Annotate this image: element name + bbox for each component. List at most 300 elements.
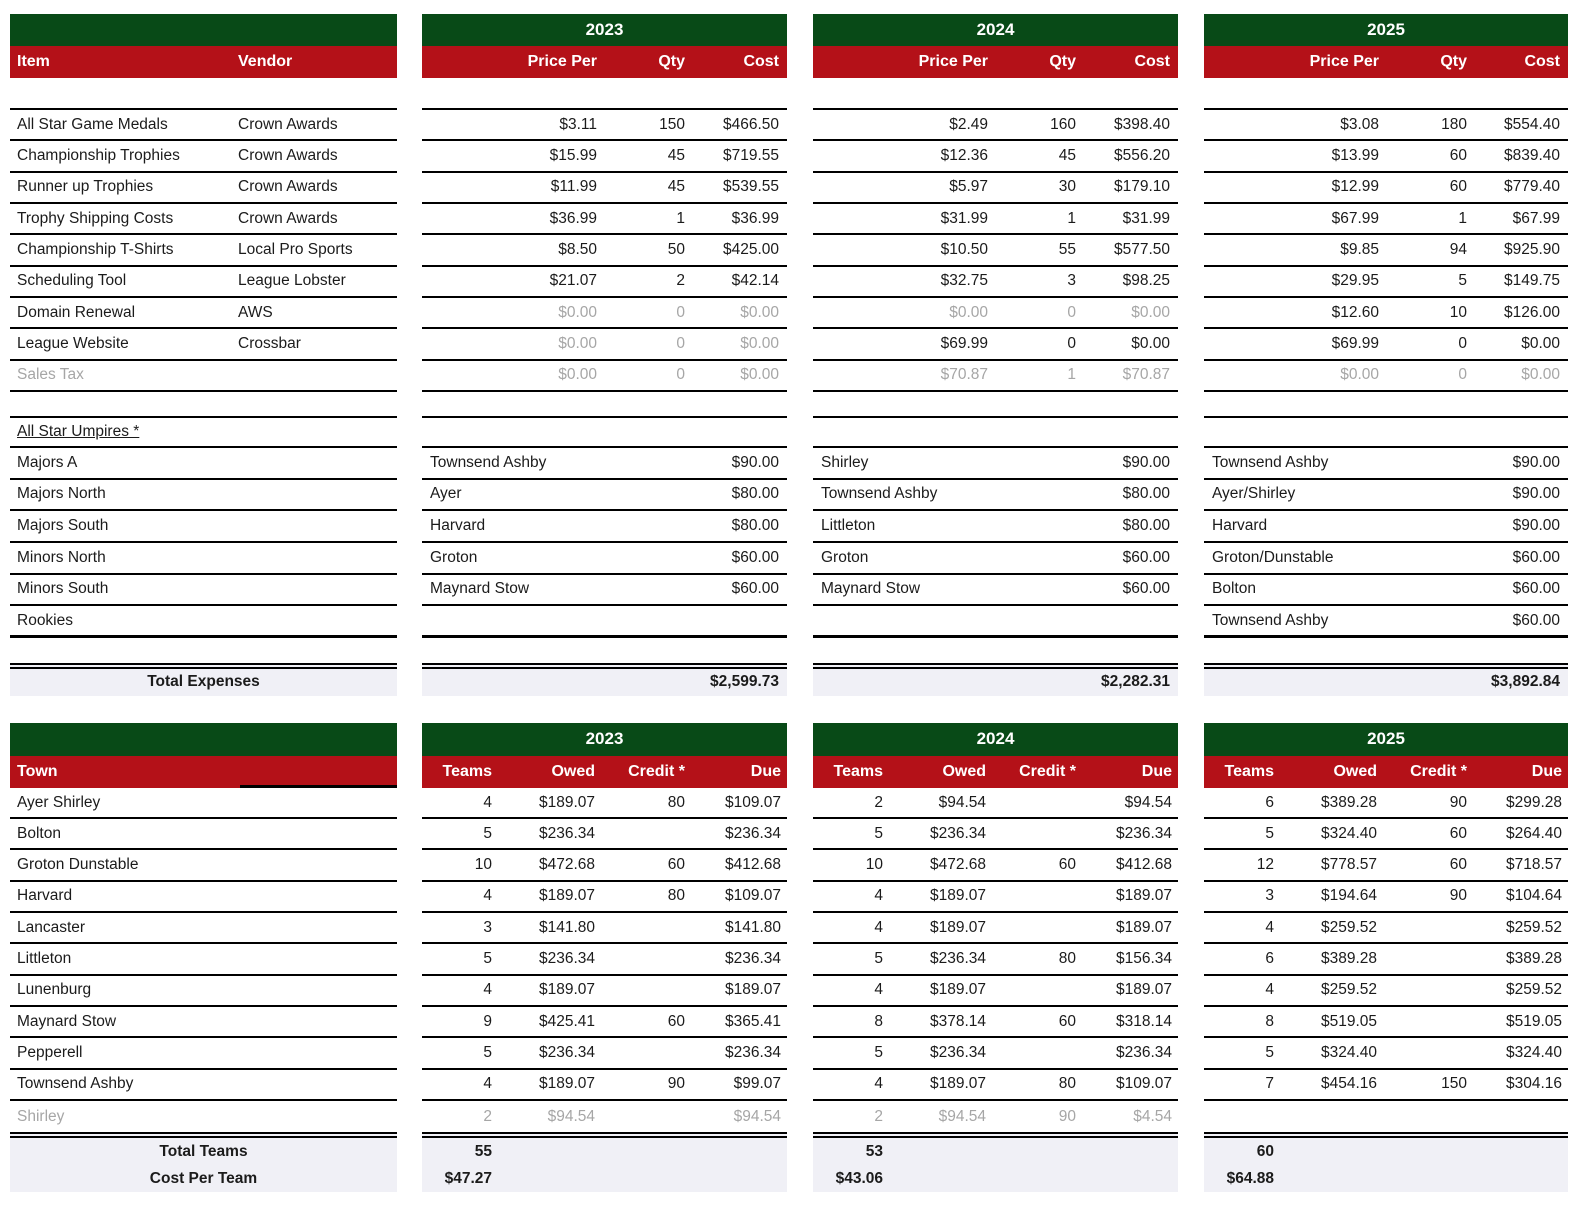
qty-cell: 60 [1449, 146, 1467, 164]
town-row [10, 1038, 397, 1069]
labels-column [10, 14, 397, 1192]
cost-cell: $0.00 [1521, 366, 1560, 384]
town-row [813, 944, 1178, 975]
spacer-row [1204, 78, 1568, 110]
town-row [813, 1101, 1178, 1132]
cost-cell: $925.90 [1503, 240, 1560, 258]
teams-cell: 12 [1256, 856, 1274, 874]
umpire-row [1204, 575, 1568, 607]
cost-cell: $0.00 [1521, 334, 1560, 352]
price-cell: $15.99 [549, 146, 597, 164]
expense-row [813, 110, 1178, 141]
town-row [422, 850, 787, 881]
dues-totals-block [10, 1132, 397, 1192]
year-label: 2024 [976, 729, 1015, 749]
cost-per-team-value: $64.88 [1226, 1169, 1274, 1187]
town-row [813, 1070, 1178, 1101]
teams-cell: 5 [874, 824, 883, 842]
cost-cell: $42.14 [731, 272, 779, 290]
due-cell: $264.40 [1505, 824, 1562, 842]
town-cell: Pepperell [17, 1043, 83, 1061]
umpire-fee-cell: $90.00 [1512, 517, 1560, 535]
umpire-fee-cell: $90.00 [1122, 453, 1170, 471]
umpire-row [10, 480, 397, 512]
qty-cell: 0 [1458, 366, 1467, 384]
price-cell: $3.08 [1340, 115, 1379, 133]
cost-per-team-row [813, 1165, 1178, 1192]
town-header-underline [240, 785, 397, 788]
teams-cell: 6 [1265, 950, 1274, 968]
total-expenses-row [813, 663, 1178, 696]
credit-column-header: Credit * [628, 762, 685, 780]
spacer-row [813, 392, 1178, 418]
town-cell: Shirley [17, 1107, 65, 1125]
umpires-section-header-row [1204, 418, 1568, 448]
expense-row [422, 267, 787, 298]
due-cell: $259.52 [1505, 918, 1562, 936]
town-cell: Townsend Ashby [17, 1075, 134, 1093]
umpire-row [813, 575, 1178, 607]
owed-cell: $324.40 [1320, 824, 1377, 842]
total-expenses-value: $3,892.84 [1491, 673, 1560, 691]
umpire-name-cell: Groton [821, 548, 869, 566]
vendor-cell: Local Pro Sports [238, 240, 353, 258]
town-row [1204, 882, 1568, 913]
vendor-cell: Crown Awards [238, 115, 338, 133]
qty-cell: 0 [1458, 334, 1467, 352]
umpire-row [422, 575, 787, 607]
town-row [1204, 788, 1568, 819]
total-teams-row [1204, 1138, 1568, 1165]
expense-row [813, 329, 1178, 360]
expense-row [1204, 235, 1568, 266]
qty-cell: 0 [676, 303, 685, 321]
due-column-header: Due [750, 762, 781, 780]
division-cell: Majors South [17, 517, 109, 535]
umpire-name-cell: Groton/Dunstable [1212, 548, 1334, 566]
owed-cell: $189.07 [929, 1075, 986, 1093]
owed-cell: $378.14 [929, 1012, 986, 1030]
teams-cell: 4 [874, 1075, 883, 1093]
umpire-fee-cell: $60.00 [1122, 548, 1170, 566]
item-cell: Championship T-Shirts [17, 240, 174, 258]
gap-row [10, 638, 397, 663]
cost-column-header: Cost [1134, 53, 1170, 70]
spacer-row [813, 78, 1178, 110]
qty-cell: 1 [676, 209, 685, 227]
price-per-column-header: Price Per [918, 53, 988, 70]
due-cell: $412.68 [1115, 856, 1172, 874]
teams-cell: 5 [483, 1043, 492, 1061]
cost-cell: $179.10 [1113, 178, 1170, 196]
item-cell: League Website [17, 334, 129, 352]
total-expenses-label: Total Expenses [147, 673, 260, 691]
teams-cell: 7 [1265, 1075, 1274, 1093]
due-cell: $236.34 [1115, 824, 1172, 842]
town-row [1204, 913, 1568, 944]
total-expenses-row [10, 663, 397, 696]
town-row [813, 1038, 1178, 1069]
umpire-row [1204, 480, 1568, 512]
umpire-row [813, 511, 1178, 543]
due-cell: $304.16 [1505, 1075, 1562, 1093]
credit-cell: 60 [1058, 1012, 1076, 1030]
cost-cell: $0.00 [740, 366, 779, 384]
teams-cell: 5 [874, 1043, 883, 1061]
cost-cell: $67.99 [1512, 209, 1560, 227]
expenses-title-band [422, 14, 787, 46]
owed-cell: $189.07 [538, 887, 595, 905]
umpire-fee-cell: $60.00 [1122, 580, 1170, 598]
town-row [422, 1038, 787, 1069]
umpire-fee-cell: $60.00 [1512, 548, 1560, 566]
price-cell: $12.99 [1331, 178, 1379, 196]
total-teams-label: Total Teams [159, 1142, 248, 1160]
credit-cell: 60 [667, 1012, 685, 1030]
town-row [10, 819, 397, 850]
vendor-cell: AWS [238, 303, 273, 321]
due-cell: $236.34 [724, 950, 781, 968]
umpire-name-cell: Ayer [430, 485, 462, 503]
due-cell: $259.52 [1505, 981, 1562, 999]
qty-cell: 0 [1067, 303, 1076, 321]
due-cell: $412.68 [724, 856, 781, 874]
due-cell: $236.34 [724, 824, 781, 842]
price-cell: $2.49 [949, 115, 988, 133]
qty-cell: 1 [1067, 209, 1076, 227]
division-cell: Majors A [17, 453, 78, 471]
expenses-title-band [813, 14, 1178, 46]
expense-row [10, 204, 397, 235]
town-row [422, 944, 787, 975]
item-cell: Scheduling Tool [17, 272, 127, 290]
section-gap [10, 696, 397, 723]
town-row [813, 850, 1178, 881]
town-row [422, 1007, 787, 1038]
umpires-section-header-row [813, 418, 1178, 448]
item-cell: Domain Renewal [17, 303, 136, 321]
expense-row [422, 173, 787, 204]
dues-column-header-row [10, 756, 397, 788]
teams-cell: 6 [1265, 793, 1274, 811]
cost-cell: $149.75 [1503, 272, 1560, 290]
town-row [422, 882, 787, 913]
credit-cell: 80 [1058, 1075, 1076, 1093]
expense-row [422, 235, 787, 266]
umpire-name-cell: Townsend Ashby [1212, 453, 1329, 471]
umpire-name-cell: Groton [430, 548, 478, 566]
teams-cell: 4 [874, 887, 883, 905]
item-cell: Trophy Shipping Costs [17, 209, 174, 227]
due-cell: $156.34 [1115, 950, 1172, 968]
vendor-cell: Crown Awards [238, 209, 338, 227]
price-cell: $0.00 [558, 366, 597, 384]
umpire-row [422, 606, 787, 638]
section-gap [422, 696, 787, 723]
owed-cell: $94.54 [938, 1107, 986, 1125]
division-cell: Minors North [17, 548, 106, 566]
town-cell: Bolton [17, 824, 61, 842]
cost-cell: $577.50 [1113, 240, 1170, 258]
price-cell: $0.00 [1340, 366, 1379, 384]
due-cell: $99.07 [733, 1075, 781, 1093]
expenses-title-band [1204, 14, 1568, 46]
owed-cell: $189.07 [538, 793, 595, 811]
umpire-name-cell: Shirley [821, 453, 869, 471]
credit-cell: 60 [667, 856, 685, 874]
item-cell: Sales Tax [17, 366, 84, 384]
spacer-row [422, 78, 787, 110]
town-row [10, 788, 397, 819]
qty-cell: 2 [676, 272, 685, 290]
town-row [422, 1101, 787, 1132]
qty-cell: 0 [1067, 334, 1076, 352]
due-cell: $109.07 [1115, 1075, 1172, 1093]
owed-column-header: Owed [551, 762, 595, 780]
cost-cell: $36.99 [731, 209, 779, 227]
owed-cell: $141.80 [538, 918, 595, 936]
owed-cell: $472.68 [929, 856, 986, 874]
price-cell: $31.99 [940, 209, 988, 227]
town-row [422, 819, 787, 850]
expense-row [10, 173, 397, 204]
teams-column-header: Teams [833, 762, 883, 780]
due-cell: $94.54 [733, 1107, 781, 1125]
umpire-fee-cell: $60.00 [731, 548, 779, 566]
credit-cell: 80 [667, 793, 685, 811]
qty-column-header: Qty [658, 53, 685, 70]
umpire-name-cell: Ayer/Shirley [1212, 485, 1296, 503]
price-cell: $8.50 [558, 240, 597, 258]
umpire-fee-cell: $90.00 [731, 453, 779, 471]
price-cell: $0.00 [558, 334, 597, 352]
due-column-header: Due [1531, 762, 1562, 780]
town-row [1204, 1101, 1568, 1132]
umpire-row [1204, 606, 1568, 638]
price-cell: $69.99 [940, 334, 988, 352]
town-cell: Littleton [17, 950, 72, 968]
owed-cell: $425.41 [538, 1012, 595, 1030]
expense-row [10, 361, 397, 392]
expense-row [813, 267, 1178, 298]
town-row [813, 819, 1178, 850]
qty-cell: 55 [1058, 240, 1076, 258]
town-row [1204, 1038, 1568, 1069]
umpire-row [813, 480, 1178, 512]
expense-row [422, 298, 787, 329]
owed-cell: $389.28 [1320, 950, 1377, 968]
umpire-fee-cell: $60.00 [731, 580, 779, 598]
teams-cell: 5 [1265, 1043, 1274, 1061]
cost-cell: $554.40 [1503, 115, 1560, 133]
owed-cell: $236.34 [929, 1043, 986, 1061]
owed-cell: $194.64 [1320, 887, 1377, 905]
umpires-section-header-row [422, 418, 787, 448]
expense-row [813, 204, 1178, 235]
due-cell: $189.07 [724, 981, 781, 999]
umpire-name-cell: Harvard [1212, 517, 1268, 535]
teams-cell: 5 [1265, 824, 1274, 842]
due-cell: $236.34 [1115, 1043, 1172, 1061]
due-cell: $324.40 [1505, 1043, 1562, 1061]
umpire-row [422, 448, 787, 480]
teams-cell: 8 [1265, 1012, 1274, 1030]
town-row [1204, 976, 1568, 1007]
umpire-row [10, 543, 397, 575]
credit-cell: 80 [1058, 950, 1076, 968]
owed-cell: $236.34 [538, 824, 595, 842]
price-cell: $11.99 [550, 178, 597, 196]
year-label: 2025 [1367, 20, 1405, 39]
price-cell: $21.07 [549, 272, 597, 290]
owed-cell: $189.07 [929, 981, 986, 999]
town-row [1204, 1070, 1568, 1101]
cost-per-team-label: Cost Per Team [149, 1169, 258, 1187]
teams-cell: 2 [483, 1107, 492, 1125]
cost-cell: $0.00 [1131, 334, 1170, 352]
credit-cell: 90 [1449, 793, 1467, 811]
item-cell: Championship Trophies [17, 146, 180, 164]
section-gap [813, 696, 1178, 723]
town-column-header: Town [17, 762, 58, 780]
price-cell: $10.50 [940, 240, 988, 258]
cost-cell: $719.55 [722, 146, 779, 164]
teams-cell: 4 [1265, 981, 1274, 999]
due-cell: $519.05 [1505, 1012, 1562, 1030]
owed-cell: $236.34 [538, 950, 595, 968]
cost-cell: $556.20 [1113, 146, 1170, 164]
gap-row [813, 638, 1178, 663]
town-row [813, 882, 1178, 913]
owed-cell: $259.52 [1320, 981, 1377, 999]
owed-cell: $389.28 [1320, 793, 1377, 811]
price-cell: $5.97 [949, 178, 988, 196]
price-cell: $36.99 [549, 209, 597, 227]
umpire-row [813, 448, 1178, 480]
town-row [813, 913, 1178, 944]
teams-cell: 3 [483, 918, 492, 936]
umpire-row [422, 511, 787, 543]
town-cell: Harvard [17, 887, 73, 905]
due-cell: $104.64 [1505, 887, 1562, 905]
due-cell: $389.28 [1505, 950, 1562, 968]
teams-cell: 9 [483, 1012, 492, 1030]
qty-cell: 50 [667, 240, 685, 258]
expenses-title-band [10, 14, 397, 46]
year-label: 2023 [585, 729, 624, 749]
town-row [1204, 944, 1568, 975]
qty-cell: 30 [1058, 178, 1076, 196]
umpire-fee-cell: $80.00 [731, 517, 779, 535]
credit-column-header: Credit * [1019, 762, 1076, 780]
town-row [10, 976, 397, 1007]
cost-per-team-value: $43.06 [835, 1169, 883, 1187]
expense-row [10, 235, 397, 266]
due-cell: $718.57 [1505, 856, 1562, 874]
due-cell: $365.41 [724, 1012, 781, 1030]
teams-cell: 10 [865, 856, 883, 874]
qty-cell: 60 [1449, 178, 1467, 196]
owed-column-header: Owed [1333, 762, 1377, 780]
owed-cell: $324.40 [1320, 1043, 1377, 1061]
credit-column-header: Credit * [1410, 762, 1467, 780]
teams-cell: 5 [483, 950, 492, 968]
umpire-row [813, 543, 1178, 575]
year-column-2025 [1204, 14, 1568, 1192]
umpire-name-cell: Townsend Ashby [1212, 611, 1329, 629]
owed-column-header: Owed [942, 762, 986, 780]
umpire-name-cell: Townsend Ashby [821, 485, 938, 503]
expenses-column-header-row [10, 46, 397, 78]
price-cell: $9.85 [1340, 240, 1379, 258]
expenses-column-header-row [813, 46, 1178, 78]
total-teams-value: 53 [865, 1142, 883, 1160]
umpire-row [1204, 448, 1568, 480]
qty-column-header: Qty [1440, 53, 1467, 70]
town-row [422, 1070, 787, 1101]
dues-totals-block [422, 1132, 787, 1192]
due-cell: $189.07 [1115, 918, 1172, 936]
price-cell: $12.36 [940, 146, 988, 164]
owed-cell: $259.52 [1320, 918, 1377, 936]
umpire-name-cell: Bolton [1212, 580, 1256, 598]
dues-title-band [813, 723, 1178, 756]
cost-column-header: Cost [1524, 53, 1560, 70]
umpire-fee-cell: $80.00 [1122, 517, 1170, 535]
teams-cell: 4 [1265, 918, 1274, 936]
due-cell: $109.07 [724, 887, 781, 905]
qty-cell: 150 [659, 115, 685, 133]
credit-cell: 90 [1449, 887, 1467, 905]
teams-cell: 4 [483, 887, 492, 905]
vendor-cell: League Lobster [238, 272, 346, 290]
town-row [10, 1007, 397, 1038]
owed-cell: $189.07 [929, 887, 986, 905]
year-column-2023 [422, 14, 787, 1192]
cost-cell: $425.00 [722, 240, 779, 258]
expenses-column-header-row [422, 46, 787, 78]
town-cell: Lunenburg [17, 981, 92, 999]
town-cell: Maynard Stow [17, 1012, 117, 1030]
umpire-name-cell: Littleton [821, 517, 876, 535]
year-label: 2023 [585, 20, 624, 39]
dues-column-header-row [422, 756, 787, 788]
qty-cell: 1 [1458, 209, 1467, 227]
credit-cell: 60 [1449, 856, 1467, 874]
umpire-row [10, 606, 397, 638]
cost-cell: $398.40 [1113, 115, 1170, 133]
town-cell: Groton Dunstable [17, 856, 139, 874]
owed-cell: $778.57 [1320, 856, 1377, 874]
due-cell: $318.14 [1115, 1012, 1172, 1030]
dues-column-header-row [1204, 756, 1568, 788]
teams-cell: 8 [874, 1012, 883, 1030]
owed-cell: $454.16 [1320, 1075, 1377, 1093]
spacer-row [422, 392, 787, 418]
teams-cell: 4 [874, 918, 883, 936]
teams-cell: 4 [483, 793, 492, 811]
dues-title-band [1204, 723, 1568, 756]
town-row [422, 976, 787, 1007]
due-cell: $141.80 [724, 918, 781, 936]
expense-row [1204, 173, 1568, 204]
cost-per-team-row [10, 1165, 397, 1192]
qty-cell: 10 [1449, 303, 1467, 321]
expense-row [813, 235, 1178, 266]
expense-row [422, 204, 787, 235]
umpire-fee-cell: $90.00 [1512, 485, 1560, 503]
cost-cell: $779.40 [1503, 178, 1560, 196]
